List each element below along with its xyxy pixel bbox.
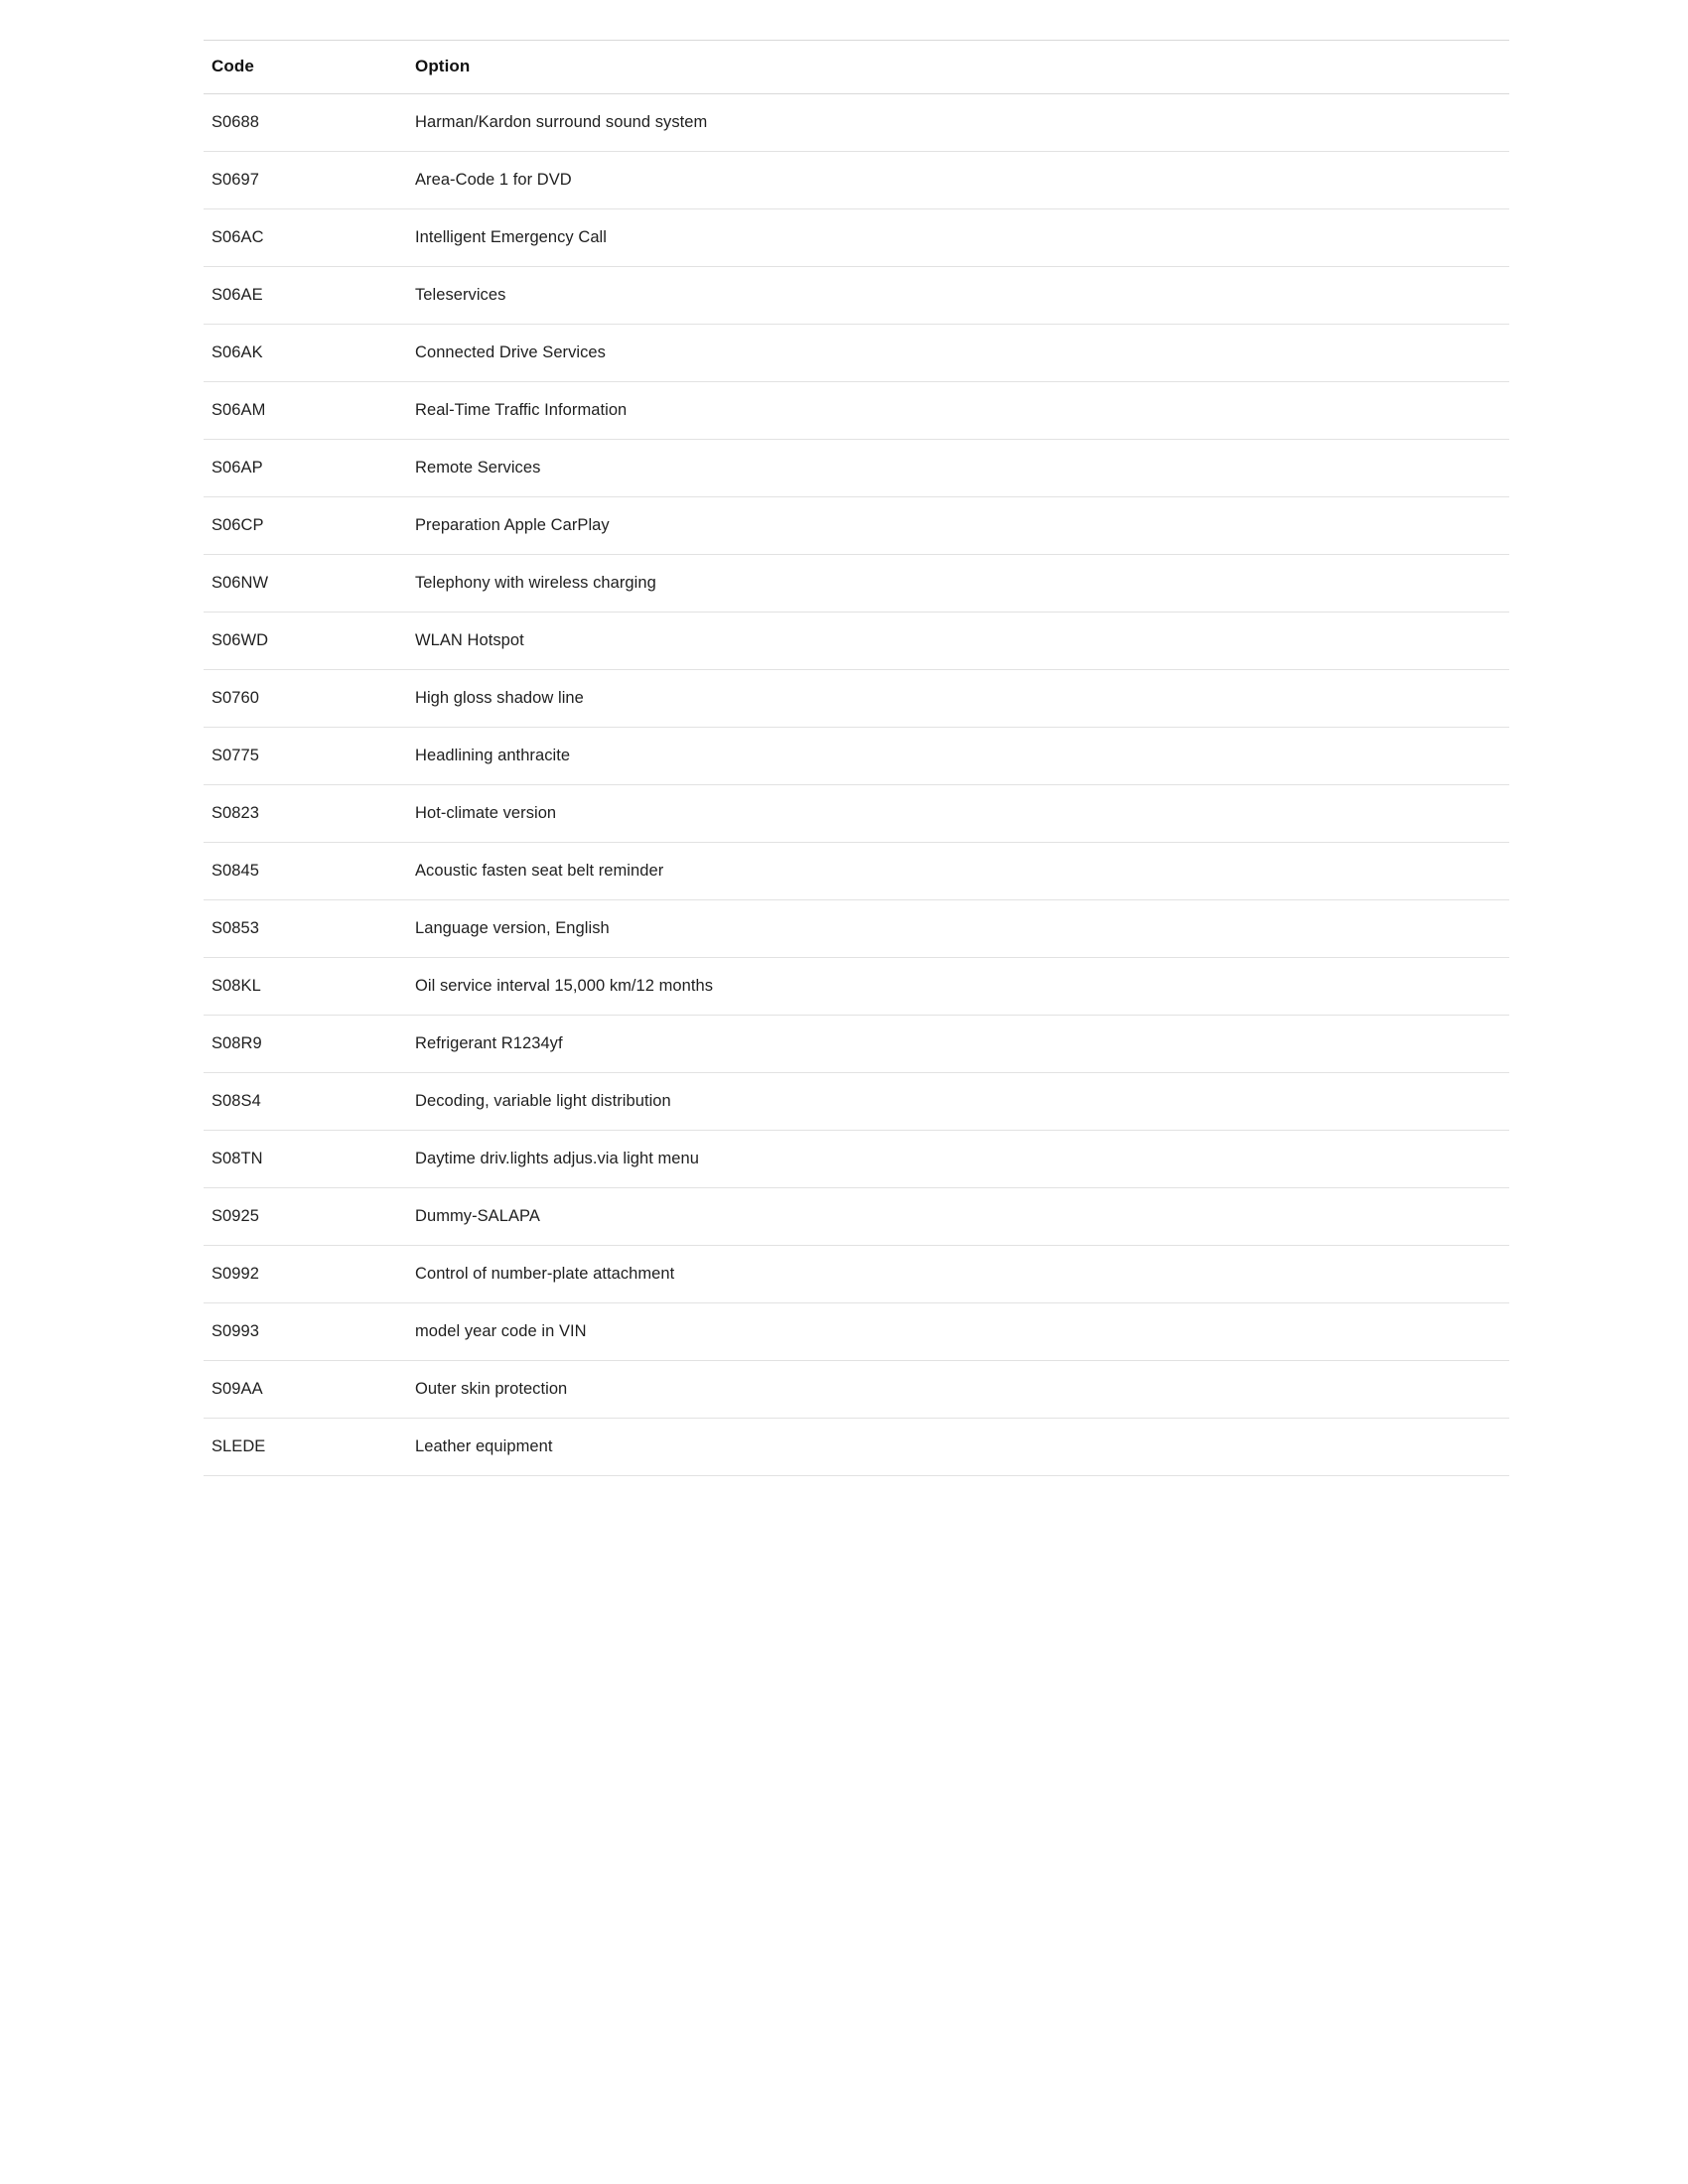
cell-code: S06NW [204,555,407,613]
table-row [204,1073,1509,1131]
table-header-row [204,41,1509,94]
table-row [204,785,1509,843]
table-row [204,958,1509,1016]
cell-option: Decoding, variable light distribution [407,1073,1509,1131]
table-row [204,613,1509,670]
cell-option: Oil service interval 15,000 km/12 months [407,958,1509,1016]
cell-option: Harman/Kardon surround sound system [407,94,1509,152]
cell-option: WLAN Hotspot [407,613,1509,670]
cell-option: model year code in VIN [407,1303,1509,1361]
cell-option: Control of number-plate attachment [407,1246,1509,1303]
cell-code: S09AA [204,1361,407,1419]
table-row [204,1361,1509,1419]
cell-code: S0823 [204,785,407,843]
cell-code: S08TN [204,1131,407,1188]
options-table-container [204,40,1509,1476]
table-row [204,1246,1509,1303]
cell-code: S06AE [204,267,407,325]
cell-option: Leather equipment [407,1419,1509,1476]
cell-code: S06AM [204,382,407,440]
cell-code: S0697 [204,152,407,209]
cell-code: S08KL [204,958,407,1016]
cell-option: Acoustic fasten seat belt reminder [407,843,1509,900]
cell-code: S06AK [204,325,407,382]
cell-code: S06AP [204,440,407,497]
table-row [204,267,1509,325]
table-row [204,1419,1509,1476]
cell-code: S0688 [204,94,407,152]
table-row [204,382,1509,440]
cell-option: Real-Time Traffic Information [407,382,1509,440]
cell-code: S0845 [204,843,407,900]
table-row [204,152,1509,209]
table-row [204,209,1509,267]
table-row [204,670,1509,728]
cell-code: S0992 [204,1246,407,1303]
cell-option: Teleservices [407,267,1509,325]
cell-code: S0993 [204,1303,407,1361]
table-row [204,1016,1509,1073]
cell-option: Area-Code 1 for DVD [407,152,1509,209]
column-header-option: Option [407,41,1509,94]
cell-option: Daytime driv.lights adjus.via light menu [407,1131,1509,1188]
table-row [204,555,1509,613]
cell-option: Refrigerant R1234yf [407,1016,1509,1073]
cell-option: Intelligent Emergency Call [407,209,1509,267]
column-header-code: Code [204,41,407,94]
table-row [204,497,1509,555]
cell-code: S06AC [204,209,407,267]
cell-option: High gloss shadow line [407,670,1509,728]
table-row [204,728,1509,785]
cell-code: S06WD [204,613,407,670]
cell-option: Language version, English [407,900,1509,958]
table-row [204,1303,1509,1361]
table-row [204,440,1509,497]
table-row [204,1131,1509,1188]
cell-code: S08S4 [204,1073,407,1131]
table-header [204,41,1509,94]
cell-code: S06CP [204,497,407,555]
cell-option: Connected Drive Services [407,325,1509,382]
cell-code: SLEDE [204,1419,407,1476]
cell-option: Dummy-SALAPA [407,1188,1509,1246]
table-row [204,94,1509,152]
table-body [204,94,1509,1476]
table-row [204,1188,1509,1246]
cell-option: Hot-climate version [407,785,1509,843]
options-table [204,40,1509,1476]
table-row [204,900,1509,958]
cell-code: S0853 [204,900,407,958]
cell-option: Headlining anthracite [407,728,1509,785]
cell-code: S0925 [204,1188,407,1246]
cell-code: S0775 [204,728,407,785]
cell-option: Remote Services [407,440,1509,497]
cell-option: Telephony with wireless charging [407,555,1509,613]
table-row [204,325,1509,382]
cell-option: Preparation Apple CarPlay [407,497,1509,555]
cell-option: Outer skin protection [407,1361,1509,1419]
table-row [204,843,1509,900]
cell-code: S0760 [204,670,407,728]
cell-code: S08R9 [204,1016,407,1073]
